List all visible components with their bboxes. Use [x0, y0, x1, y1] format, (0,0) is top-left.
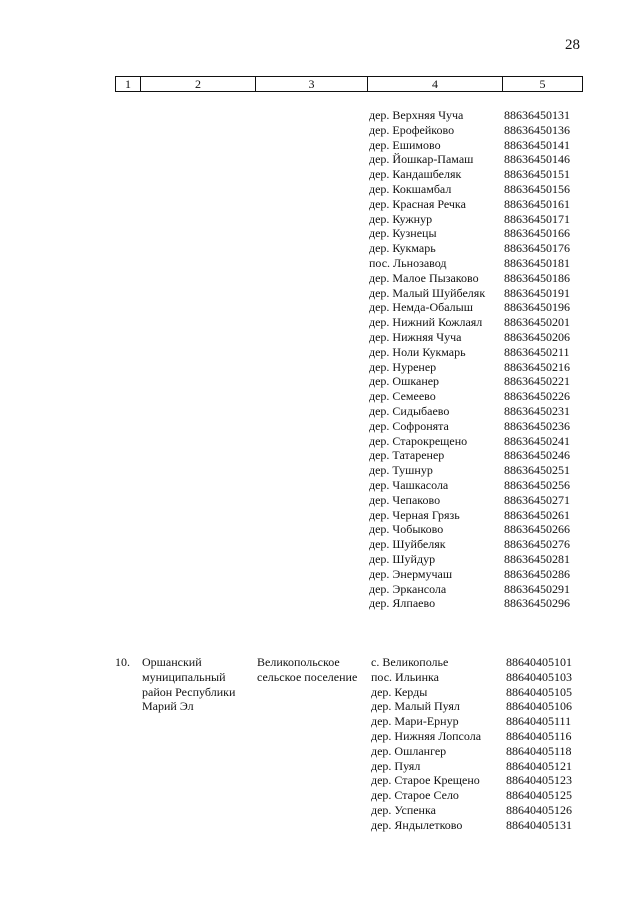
list-item — [367, 360, 582, 375]
locality-name: дер. Кукмарь — [369, 241, 436, 256]
row-number: 10. — [115, 655, 130, 669]
column-header-4: 4 — [368, 77, 503, 92]
list-item — [367, 537, 582, 552]
locality-name: дер. Сидыбаево — [369, 403, 450, 418]
locality-name: дер. Кужнур — [369, 211, 433, 226]
locality-name: дер. Старое Село — [371, 788, 459, 803]
locality-name: дер. Успенка — [371, 802, 436, 817]
locality-name: дер. Энермучаш — [369, 566, 453, 581]
list-item — [369, 655, 584, 670]
locality-name: дер. Йошкар-Памаш — [369, 152, 474, 167]
list-item — [367, 300, 582, 315]
locality-name: дер. Старокрещено — [369, 433, 468, 448]
oktmo-code: 88636450186 — [504, 270, 570, 285]
oktmo-code: 88636450211 — [504, 344, 570, 359]
oktmo-code: 88640405121 — [506, 758, 572, 773]
oktmo-code: 88636450181 — [504, 255, 570, 270]
locality-name: дер. Малый Пуял — [371, 699, 460, 714]
locality-name: дер. Ерофейково — [369, 122, 455, 137]
list-item — [367, 434, 582, 449]
oktmo-code: 88640405105 — [506, 684, 572, 699]
list-item — [367, 286, 582, 301]
oktmo-code: 88636450261 — [504, 507, 570, 522]
oktmo-code: 88636450176 — [504, 241, 570, 256]
locality-name: с. Великополье — [371, 655, 449, 669]
locality-name: дер. Ошканер — [369, 374, 440, 389]
column-header-3: 3 — [256, 77, 368, 92]
oktmo-code: 88636450241 — [504, 433, 570, 448]
list-item — [367, 167, 582, 182]
locality-name: дер. Нижний Кожлаял — [369, 315, 483, 330]
oktmo-code: 88636450151 — [504, 167, 570, 182]
list-item — [369, 788, 584, 803]
list-item — [367, 567, 582, 582]
oktmo-code: 88640405126 — [506, 802, 572, 817]
locality-name: дер. Немда-Обалыш — [369, 300, 473, 315]
locality-name: дер. Ноли Кукмарь — [369, 344, 466, 359]
oktmo-code: 88640405118 — [506, 743, 572, 758]
list-item — [367, 315, 582, 330]
locality-name: дер. Нижняя Чуча — [369, 329, 462, 344]
list-item — [369, 744, 584, 759]
list-item — [367, 389, 582, 404]
list-item — [369, 818, 584, 833]
locality-name: дер. Шуйбеляк — [369, 537, 446, 552]
list-item — [367, 493, 582, 508]
settlement-list-continued — [115, 108, 582, 611]
list-item — [367, 182, 582, 197]
oktmo-code: 88636450251 — [504, 463, 570, 478]
list-item — [367, 419, 582, 434]
locality-name: дер. Керды — [371, 684, 428, 699]
list-item — [367, 463, 582, 478]
oktmo-code: 88640405125 — [506, 788, 572, 803]
list-item — [367, 374, 582, 389]
oktmo-code: 88640405131 — [506, 817, 572, 832]
locality-name: дер. Чепаково — [369, 492, 441, 507]
locality-name: дер. Тушнур — [369, 463, 433, 478]
list-item — [367, 448, 582, 463]
oktmo-code: 88636450131 — [504, 108, 570, 122]
oktmo-code: 88636450236 — [504, 418, 570, 433]
oktmo-code: 88636450206 — [504, 329, 570, 344]
list-item — [367, 596, 582, 611]
locality-name: дер. Эркансола — [369, 581, 447, 596]
list-item — [369, 714, 584, 729]
locality-name: дер. Кандашбеляк — [369, 167, 462, 182]
oktmo-code: 88636450191 — [504, 285, 570, 300]
locality-name: дер. Семеево — [369, 389, 436, 404]
column-header-5: 5 — [503, 77, 583, 92]
locality-name: дер. Малый Шуйбеляк — [369, 285, 486, 300]
oktmo-code: 88636450271 — [504, 492, 570, 507]
oktmo-code: 88640405106 — [506, 699, 572, 714]
list-item — [367, 478, 582, 493]
list-item — [367, 108, 582, 123]
oktmo-code: 88636450281 — [504, 551, 570, 566]
oktmo-code: 88636450141 — [504, 137, 570, 152]
column-header-1: 1 — [116, 77, 141, 92]
oktmo-code: 88636450246 — [504, 448, 570, 463]
oktmo-code: 88640405116 — [506, 728, 572, 743]
oktmo-code: 88636450156 — [504, 181, 570, 196]
locality-name: пос. Льнозавод — [369, 255, 447, 270]
list-item — [367, 138, 582, 153]
oktmo-code: 88636450146 — [504, 152, 570, 167]
locality-name: дер. Ешимово — [369, 137, 441, 152]
table-header — [115, 76, 583, 92]
locality-name: дер. Яндылетково — [371, 817, 463, 832]
locality-name: дер. Шуйдур — [369, 551, 436, 566]
list-item — [367, 241, 582, 256]
locality-name: дер. Черная Грязь — [369, 507, 460, 522]
oktmo-code: 88636450286 — [504, 566, 570, 581]
oktmo-code: 88640405103 — [506, 669, 572, 684]
list-item — [367, 552, 582, 567]
oktmo-code: 88636450291 — [504, 581, 570, 596]
oktmo-code: 88636450196 — [504, 300, 570, 315]
list-item — [367, 226, 582, 241]
column-header-2: 2 — [141, 77, 256, 92]
oktmo-code: 88636450296 — [504, 596, 570, 611]
list-item — [367, 152, 582, 167]
oktmo-code: 88640405101 — [506, 655, 572, 669]
locality-list — [367, 108, 582, 611]
list-item — [367, 582, 582, 597]
list-item — [369, 803, 584, 818]
list-item — [367, 508, 582, 523]
list-item — [367, 404, 582, 419]
oktmo-code: 88636450276 — [504, 537, 570, 552]
locality-list — [369, 655, 584, 833]
oktmo-code: 88636450161 — [504, 196, 570, 211]
oktmo-code: 88636450201 — [504, 315, 570, 330]
list-item — [369, 773, 584, 788]
locality-name: дер. Татаренер — [369, 448, 445, 463]
list-item — [369, 729, 584, 744]
list-item — [369, 759, 584, 774]
oktmo-code: 88636450136 — [504, 122, 570, 137]
locality-name: дер. Ялпаево — [369, 596, 436, 611]
locality-name: дер. Мари-Ернур — [371, 714, 459, 729]
locality-name: дер. Ошлангер — [371, 743, 447, 758]
locality-name: дер. Нижняя Лопсола — [371, 728, 482, 743]
list-item — [367, 123, 582, 138]
list-item — [369, 699, 584, 714]
list-item — [367, 256, 582, 271]
locality-name: дер. Чашкасола — [369, 477, 449, 492]
oktmo-code: 88636450266 — [504, 522, 570, 537]
list-item — [367, 345, 582, 360]
page-number: 28 — [565, 37, 580, 53]
oktmo-code: 88636450226 — [504, 389, 570, 404]
municipality-block — [115, 655, 582, 833]
settlement-name: Великопольское сельское поселение — [257, 655, 358, 684]
oktmo-code: 88636450221 — [504, 374, 570, 389]
list-item — [369, 670, 584, 685]
municipality-name: Оршанский муниципальный район Республики Марий Эл — [142, 655, 236, 714]
list-item — [369, 685, 584, 700]
oktmo-code: 88636450166 — [504, 226, 570, 241]
list-item — [367, 330, 582, 345]
oktmo-code: 88640405123 — [506, 773, 572, 788]
locality-name: дер. Верхняя Чуча — [369, 108, 464, 122]
list-item — [367, 271, 582, 286]
oktmo-code: 88640405111 — [506, 714, 572, 729]
list-item — [367, 212, 582, 227]
locality-name: пос. Ильинка — [371, 669, 439, 684]
locality-name: дер. Малое Пызаково — [369, 270, 479, 285]
locality-name: дер. Нуренер — [369, 359, 437, 374]
locality-name: дер. Софронята — [369, 418, 449, 433]
locality-name: дер. Кузнецы — [369, 226, 437, 241]
locality-name: дер. Пуял — [371, 758, 421, 773]
list-item — [367, 522, 582, 537]
oktmo-code: 88636450231 — [504, 403, 570, 418]
locality-name: дер. Кокшамбал — [369, 181, 452, 196]
locality-name: дер. Старое Крещено — [371, 773, 480, 788]
locality-name: дер. Чобыково — [369, 522, 444, 537]
locality-name: дер. Красная Речка — [369, 196, 466, 211]
oktmo-code: 88636450216 — [504, 359, 570, 374]
list-item — [367, 197, 582, 212]
oktmo-code: 88636450256 — [504, 477, 570, 492]
oktmo-code: 88636450171 — [504, 211, 570, 226]
